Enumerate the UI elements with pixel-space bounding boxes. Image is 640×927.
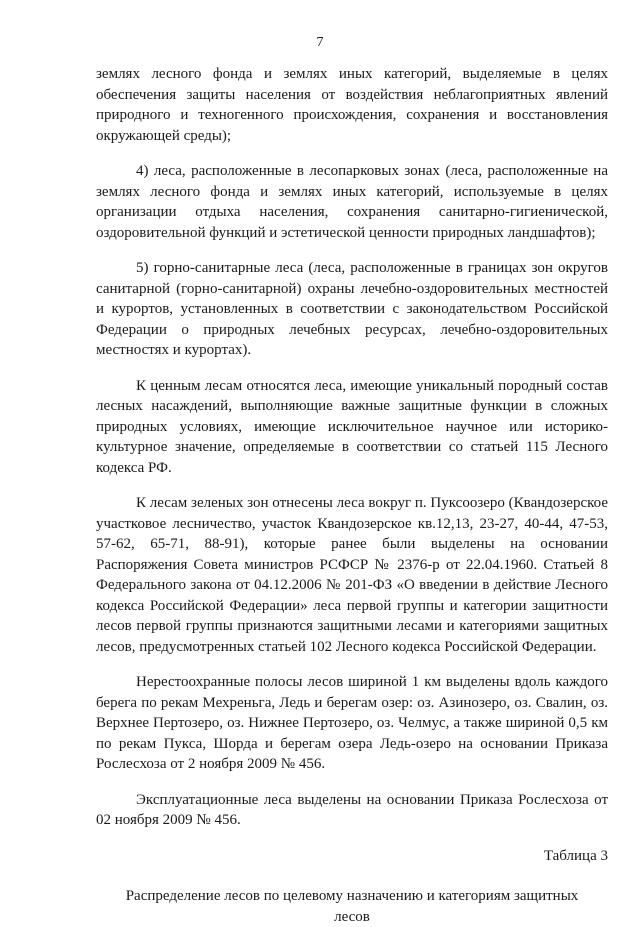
document-body [96,64,608,927]
paragraph-item-4: 4) леса, расположенные в лесопарковых зонах (леса, расположенные на землях лесного фонда и землях иных категорий, используемые в целях организации отдыха населения, сохранения санитарно-гигиенической, оздоровительной функций и эстетической ценности природных ландшафтов); [96,163,608,241]
paragraph-exploitation-forests: Эксплуатационные леса выделены на основании Приказа Рослесхоза от 02 ноября 2009 № 456. [96,791,608,828]
page-number: 7 [316,35,324,50]
paragraph-item-5: 5) горно-санитарные леса (леса, расположенные в границах зон округов санитарной (горно-санитарной) охраны лечебно-оздоровительных местностей и курортов, установленных в соответствии с законодательством Российской Федерации о природных лечебных ресурсах, лечебно-оздоровительных местностях и курортах). [96,260,608,358]
paragraph-continuation: землях лесного фонда и землях иных категорий, выделяемые в целях обеспечения защиты населения от воздействия неблагоприятных явлений природного и техногенного происхождения, сохранения и восстановления окружающей среды); [96,66,608,144]
table-label: Таблица 3 [543,847,608,864]
paragraph-green-zones: К лесам зеленых зон отнесены леса вокруг п. Пуксоозеро (Квандозерское участковое лесничество, участок Квандозерское кв.12,13, 23-27, 40-44, 47-53, 57-62, 65-71, 88-91), которые ранее были выделены на основании Распоряжения Совета министров РСФСР № 2376-р от 22.04.1960. Статьей 8 Федерального закона от 04.12.2006 № 201-ФЗ «О введении в действие Лесного кодекса Российской Федерации» леса первой группы и категории защитности лесов первой группы признаются защитными лесами и категориями защитных лесов, предусмотренных статьей 102 Лесного кодекса Российской Федерации. [96,495,608,655]
paragraph-spawning-strips: Нерестоохранные полосы лесов шириной 1 км выделены вдоль каждого берега по рекам Мехреньга, Ледь и берегам озер: оз. Азинозеро, оз. Свалин, оз. Верхнее Пертозеро, оз. Нижнее Пертозеро, оз. Челмус, а также шириной 0,5 км по рекам Пукса, Шорда и берегам озера Ледь-озеро на основании Приказа Рослесхоза от 2 ноября 2009 № 456. [96,674,608,772]
table-title: Распределение лесов по целевому назначению и категориям защитных лесов [125,888,579,925]
paragraph-valuable-forests: К ценным лесам относятся леса, имеющие уникальный породный состав лесных насаждений, выполняющие важные защитные функции в сложных природных условиях, имеющие исключительное научное или историко-культурное значение, определяемые в соответствии со статьей 115 Лесного кодекса РФ. [96,377,608,476]
